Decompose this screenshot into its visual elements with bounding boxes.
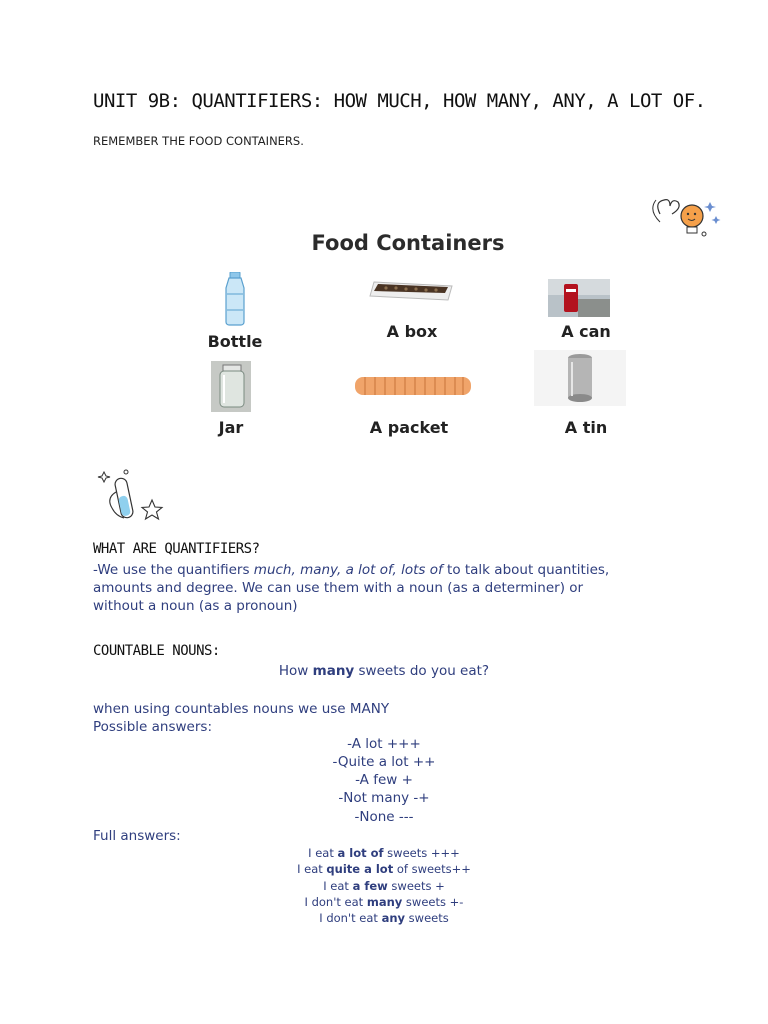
what-are-heading: WHAT ARE QUANTIFIERS? [93, 541, 260, 557]
full-answer-line: I eat a lot of sweets +++ [308, 846, 460, 860]
possible-answers-label: Possible answers: [93, 719, 212, 735]
countable-rule: when using countables nouns we use MANY [93, 701, 390, 717]
packet-icon [353, 373, 473, 399]
what-are-line-1: -We use the quantifiers much, many, a lot of, lots of to talk about quantities, [93, 562, 610, 578]
quantifier-examples: much, many, a lot of, lots of [253, 562, 443, 578]
countable-heading: COUNTABLE NOUNS: [93, 643, 220, 659]
full-answer-line: I eat quite a lot of sweets++ [297, 862, 471, 876]
box-icon [368, 278, 456, 304]
answer-line: -Quite a lot ++ [332, 754, 436, 770]
container-label-box: A box [386, 322, 438, 341]
container-label-can: A can [561, 322, 611, 341]
full-answer-line: I eat a few sweets + [323, 879, 445, 893]
can-icon [548, 279, 610, 317]
full-answers-label: Full answers: [93, 828, 181, 844]
full-answer-line: I don't eat many sweets +- [304, 895, 464, 909]
countable-question: How many sweets do you eat? [278, 663, 490, 679]
what-are-line-3: without a noun (as a pronoun) [93, 598, 298, 614]
test-tube-doodle-icon [96, 462, 166, 524]
container-label-packet: A packet [369, 418, 449, 437]
jar-icon [211, 361, 251, 412]
answer-line: -None --- [354, 809, 414, 825]
page-subtitle: REMEMBER THE FOOD CONTAINERS. [93, 134, 304, 148]
bottle-icon [222, 272, 248, 326]
what-are-paragraph [93, 561, 693, 615]
container-label-bottle: Bottle [207, 332, 263, 351]
answer-line: -A lot +++ [347, 736, 421, 752]
container-label-jar: Jar [218, 418, 244, 437]
tin-icon [534, 350, 626, 406]
answer-line: -A few + [355, 772, 413, 788]
full-answer-line: I don't eat any sweets [319, 911, 449, 925]
page-title: UNIT 9B: QUANTIFIERS: HOW MUCH, HOW MANY, ANY, A LOT OF. [93, 90, 706, 112]
what-are-line-2: amounts and degree. We can use them with a noun (as a determiner) or [93, 580, 584, 596]
container-label-tin: A tin [564, 418, 608, 437]
food-containers-title: Food Containers [311, 231, 505, 255]
answer-line: -Not many -+ [338, 790, 430, 806]
